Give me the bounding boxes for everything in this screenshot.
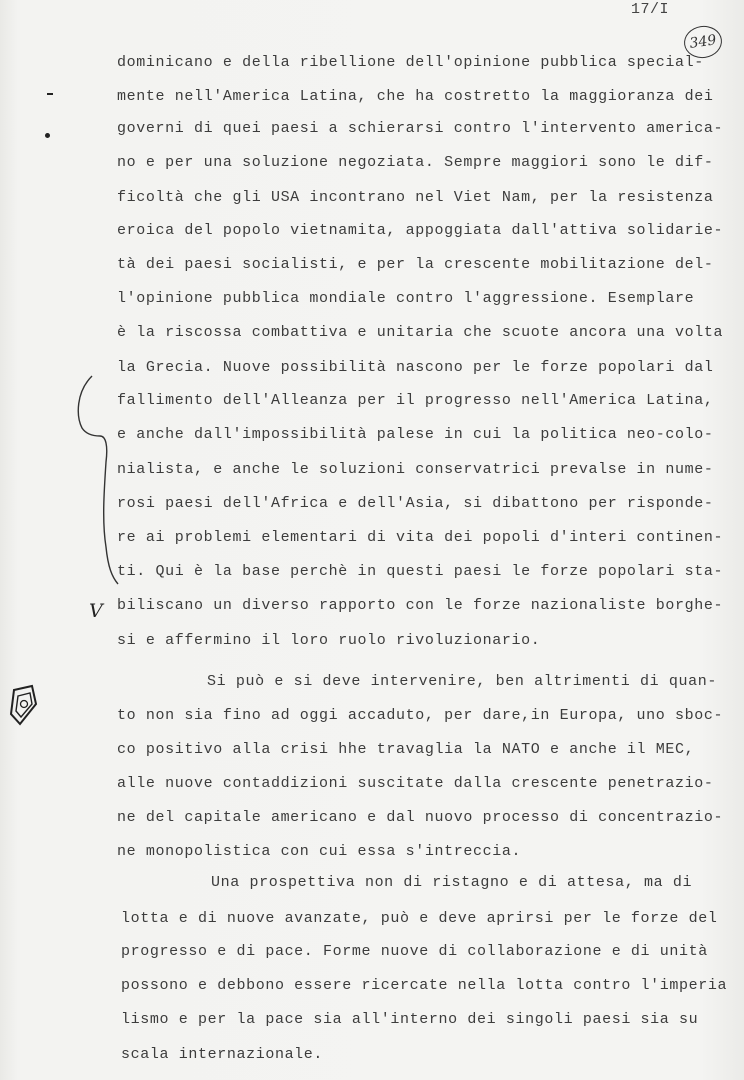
text-line: governi di quei paesi a schierarsi contro l'intervento america- [117,120,724,137]
text-line: scala internazionale. [121,1046,324,1063]
text-line: nialista, e anche le soluzioni conservatrici prevalse in nume- [117,461,714,478]
text-line: fallimento dell'Alleanza per il progresso nell'America Latina, [117,392,714,409]
text-line: ne del capitale americano e dal nuovo processo di concentrazio- [117,809,724,826]
text-line: ne monopolistica con cui essa s'intreccia. [117,843,522,860]
text-line: mente nell'America Latina, che ha costretto la maggioranza dei [117,88,714,105]
margin-handwritten-note: V [89,600,103,622]
text-line: biliscano un diverso rapporto con le forze nazionaliste borghe- [117,597,724,614]
text-line: la Grecia. Nuove possibilità nascono per le forze popolari dal [117,359,714,376]
margin-dash-mark [47,93,53,95]
text-line: eroica del popolo vietnamita, appoggiata dall'attiva solidarie- [117,222,724,239]
text-line: possono e debbono essere ricercate nella lotta contro l'imperia [121,977,728,994]
text-line: Una prospettiva non di ristagno e di attesa, ma di [211,874,693,891]
text-line: alle nuove contaddizioni suscitate dalla crescente penetrazio- [117,775,714,792]
text-line: Si può e si deve intervenire, ben altrimenti di quan- [207,673,717,690]
text-line: e anche dall'impossibilità palese in cui la politica neo-colo- [117,426,714,443]
page-stamp-number: 349 [682,24,724,61]
text-line: co positivo alla crisi hhe travaglia la NATO e anche il MEC, [117,741,695,758]
text-line: l'opinione pubblica mondiale contro l'aggressione. Esemplare [117,290,695,307]
page-number: 17/I [631,1,670,18]
archive-stamp-icon [8,684,40,728]
text-line: tà dei paesi socialisti, e per la crescente mobilitazione del- [117,256,714,273]
margin-dot-mark [45,133,50,138]
text-line: è la riscossa combattiva e unitaria che scuote ancora una volta [117,324,724,341]
text-line: lotta e di nuove avanzate, può e deve aprirsi per le forze del [121,910,718,927]
text-line: dominicano e della ribellione dell'opinione pubblica special- [117,54,704,71]
text-line: re ai problemi elementari di vita dei popoli d'interi continen- [117,529,724,546]
text-line: no e per una soluzione negoziata. Sempre maggiori sono le dif- [117,154,714,171]
text-line: progresso e di pace. Forme nuove di collaborazione e di unità [121,943,708,960]
text-line: to non sia fino ad oggi accaduto, per dare,in Europa, uno sboc- [117,707,724,724]
text-line: ti. Qui è la base perchè in questi paesi le forze popolari sta- [117,563,724,580]
text-line: si e affermino il loro ruolo rivoluzionario. [117,632,541,649]
text-line: lismo e per la pace sia all'interno dei singoli paesi sia su [121,1011,699,1028]
text-line: rosi paesi dell'Africa e dell'Asia, si dibattono per risponde- [117,495,714,512]
text-line: ficoltà che gli USA incontrano nel Viet Nam, per la resistenza [117,189,714,206]
